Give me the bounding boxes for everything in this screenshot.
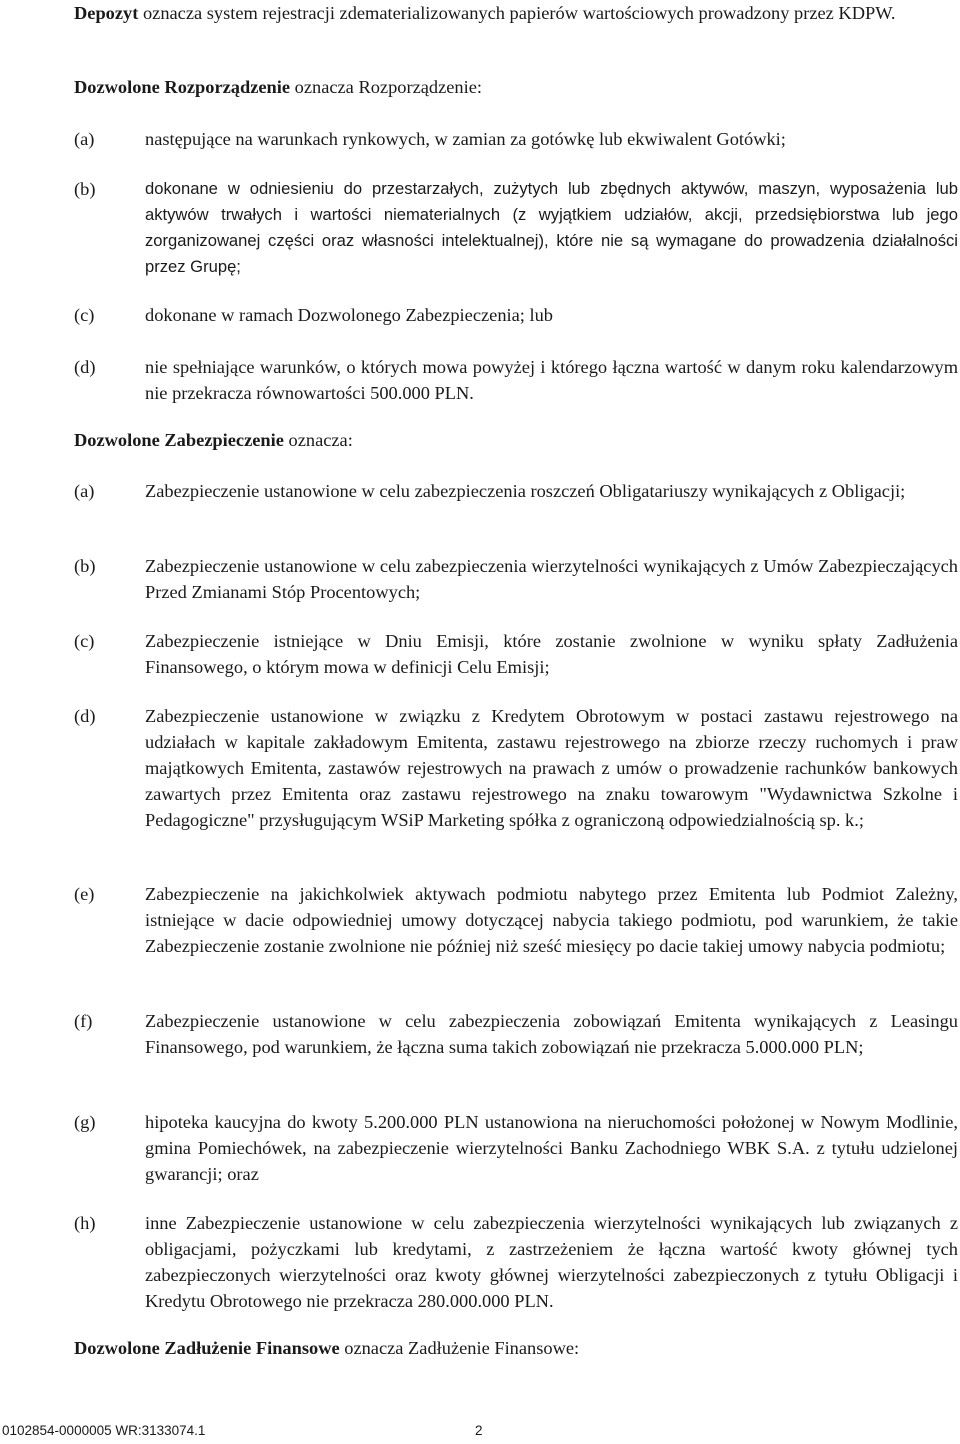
list-item-text: inne Zabezpieczenie ustanowione w celu zabezpieczenia wierzytelności wynikających lub związanych z obligacjami, pożyczkami lub kredytami, z zastrzeżeniem że łączna wartość kwoty głównej tych zabezpieczonych wierzytelności oraz kwoty głównej wierzytelności zabezpieczonych z tytułu Obligacji i Kredytu Obrotowego nie przekracza 280.000.000 PLN. bbox=[145, 1213, 958, 1311]
list-item-label: (b) bbox=[74, 179, 96, 199]
list-item-text: dokonane w odniesieniu do przestarzałych, zużytych lub zbędnych aktywów, maszyn, wyposażenia lub aktywów trwałych i wartości niematerialnych (z wyjątkiem udziałów, akcji, przedsiębiorstwa lub jego zorganizowanej części oraz własności intelektualnej), które nie są wymagane do prowadzenia działalności przez Grupę; bbox=[145, 179, 958, 276]
definition-text: oznacza Zadłużenie Finansowe: bbox=[339, 1338, 580, 1358]
list-item-label: (a) bbox=[74, 129, 95, 149]
definition-text: oznacza Rozporządzenie: bbox=[290, 77, 483, 97]
list-item-label: (b) bbox=[74, 556, 96, 576]
list-item-text: dokonane w ramach Dozwolonego Zabezpieczenia; lub bbox=[145, 305, 553, 325]
definition-dozwolone-zadluzenie bbox=[74, 1335, 958, 1361]
list-item-text: hipoteka kaucyjna do kwoty 5.200.000 PLN ustanowiona na nieruchomości położonej w Nowym Modlinie, gmina Pomiechówek, na zabezpieczenie wierzytelności Banku Zachodniego WBK S.A. z tytułu udzielonej gwarancji; oraz bbox=[145, 1112, 958, 1184]
footer-doc-id: 0102854-0000005 WR:3133074.1 bbox=[2, 1423, 206, 1438]
definition-text: oznacza system rejestracji zdematerializowanych papierów wartościowych prowadzony przez KDPW. bbox=[138, 3, 896, 23]
list-item-text: Zabezpieczenie na jakichkolwiek aktywach podmiotu nabytego przez Emitenta lub Podmiot Zależny, istniejące w dacie odpowiedniej umowy dotyczącej nabycia takiego podmiotu, pod warunkiem, że takie Zabezpieczenie zostanie zwolnione nie później niż sześć miesięcy po dacie takiej umowy nabycia podmiotu; bbox=[145, 884, 958, 956]
term-dozwolone-rozporzadzenie: Dozwolone Rozporządzenie bbox=[74, 77, 291, 97]
list-item-text: Zabezpieczenie ustanowione w celu zabezpieczenia wierzytelności wynikających z Umów Zabezpieczających Przed Zmianami Stóp Procentowych; bbox=[145, 556, 958, 602]
list-item-text: Zabezpieczenie ustanowione w celu zabezpieczenia roszczeń Obligatariuszy wynikających z Obligacji; bbox=[145, 481, 906, 501]
list-item-label: (d) bbox=[74, 357, 96, 377]
list-item-text: Zabezpieczenie ustanowione w celu zabezpieczenia zobowiązań Emitenta wynikających z Leasingu Finansowego, pod warunkiem, że łączna suma takich zobowiązań nie przekracza 5.000.000 PLN; bbox=[145, 1011, 958, 1057]
list-item-label: (d) bbox=[74, 706, 96, 726]
list-item-text: nie spełniające warunków, o których mowa powyżej i którego łączna wartość w danym roku kalendarzowym nie przekracza równowartości 500.000 PLN. bbox=[145, 357, 958, 403]
list-item-label: (e) bbox=[74, 884, 95, 904]
list-item-label: (c) bbox=[74, 305, 95, 325]
list-item-label: (h) bbox=[74, 1213, 96, 1233]
term-dozwolone-zadluzenie: Dozwolone Zadłużenie Finansowe bbox=[74, 1338, 340, 1358]
list-item-text: Zabezpieczenie istniejące w Dniu Emisji, które zostanie zwolnione w wyniku spłaty Zadłużenia Finansowego, o którym mowa w definicji Celu Emisji; bbox=[145, 631, 958, 677]
definition-dozwolone-rozporzadzenie bbox=[74, 74, 958, 100]
list-item-text: następujące na warunkach rynkowych, w zamian za gotówkę lub ekwiwalent Gotówki; bbox=[145, 129, 786, 149]
term-depozyt: Depozyt bbox=[74, 3, 139, 23]
footer-page-number: 2 bbox=[475, 1423, 483, 1438]
list-item-text: Zabezpieczenie ustanowione w związku z Kredytem Obrotowym w postaci zastawu rejestrowego na udziałach w kapitale zakładowym Emitenta, zastawu rejestrowego na zbiorze rzeczy ruchomych i praw majątkowych Emitenta, zastawów rejestrowych na prawach z umów o prowadzenie rachunków bankowych zawartych przez Emitenta oraz zastawu rejestrowego na znaku towarowym "Wydawnictwa Szkolne i Pedagogiczne" przysługującym WSiP Marketing spółka z ograniczoną odpowiedzialnością sp. k.; bbox=[145, 706, 958, 830]
list-item-label: (f) bbox=[74, 1011, 93, 1031]
list-item-label: (a) bbox=[74, 481, 95, 501]
definition-dozwolone-zabezpieczenie bbox=[74, 427, 958, 453]
list-item-label: (g) bbox=[74, 1112, 96, 1132]
definition-text: oznacza: bbox=[283, 430, 353, 450]
list-item-label: (c) bbox=[74, 631, 95, 651]
term-dozwolone-zabezpieczenie: Dozwolone Zabezpieczenie bbox=[74, 430, 284, 450]
definition-depozyt bbox=[74, 0, 958, 26]
